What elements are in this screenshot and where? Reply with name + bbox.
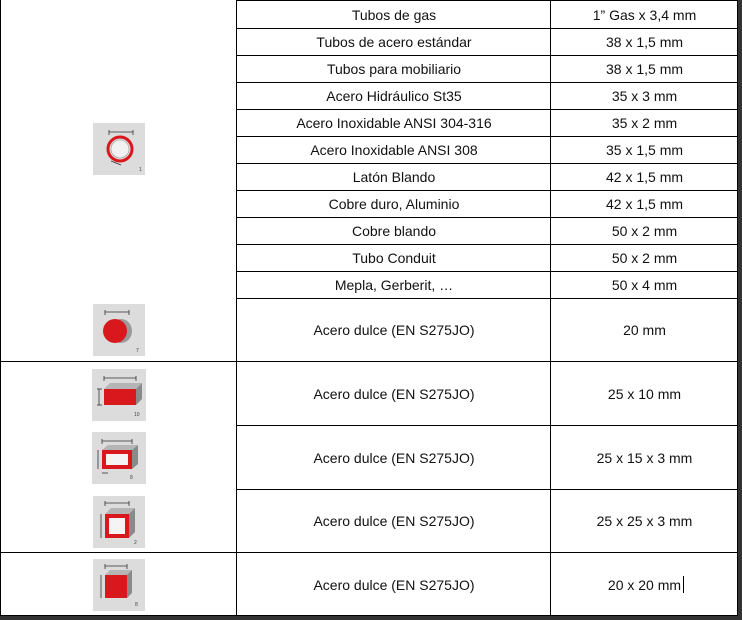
row-line [236, 298, 738, 299]
row-line [236, 244, 738, 245]
text-cursor [683, 576, 684, 593]
dimension-cell: 38 x 1,5 mm [605, 61, 684, 77]
row-line [236, 136, 738, 137]
material-cell: Acero Hidráulico St35 [326, 88, 462, 104]
material-cell: Tubo Conduit [352, 250, 436, 266]
row-line [236, 28, 738, 29]
row-line [236, 0, 738, 1]
dimension-cell: 35 x 2 mm [611, 115, 678, 131]
material-cell: Acero Inoxidable ANSI 308 [310, 142, 478, 158]
table-border-left [0, 0, 1, 616]
row-line [236, 489, 738, 490]
material-cell: Tubos para mobiliario [326, 61, 462, 77]
material-cell: Acero dulce (EN S275JO) [313, 450, 475, 466]
material-cell: Mepla, Gerberit, … [334, 277, 454, 293]
dimension-cell: 50 x 2 mm [611, 250, 678, 266]
icon-number: 8 [130, 475, 133, 481]
row-line [236, 217, 738, 218]
round-tube-icon [93, 123, 145, 175]
row-line [236, 425, 738, 426]
dimension-cell: 42 x 1,5 mm [605, 196, 684, 212]
rect-tube-icon [92, 432, 146, 484]
row-line [236, 82, 738, 83]
material-cell: Acero dulce (EN S275JO) [313, 386, 475, 402]
material-cell: Acero dulce (EN S275JO) [313, 322, 475, 338]
row-line [236, 109, 738, 110]
dimension-cell: 42 x 1,5 mm [605, 169, 684, 185]
dimension-cell: 35 x 3 mm [611, 88, 678, 104]
dimension-cell: 50 x 4 mm [611, 277, 678, 293]
dimension-cell: 1” Gas x 3,4 mm [592, 7, 697, 23]
material-cell: Latón Blando [352, 169, 436, 185]
group-line [0, 361, 738, 362]
row-line [236, 271, 738, 272]
round-bar-icon [93, 304, 145, 356]
row-line [236, 55, 738, 56]
dimension-cell: 35 x 1,5 mm [605, 142, 684, 158]
row-line [236, 163, 738, 164]
material-cell: Tubos de acero estándar [316, 34, 472, 50]
icon-number: 7 [136, 348, 139, 354]
icon-number: 2 [134, 540, 137, 546]
square-tube-icon [93, 496, 145, 548]
icon-number: 10 [134, 412, 140, 418]
row-line [236, 190, 738, 191]
flat-bar-icon [92, 369, 146, 421]
table-divider-image [236, 0, 237, 616]
icon-number: 8 [135, 602, 138, 608]
dimension-cell: 20 x 20 mm [607, 577, 682, 593]
group-line [0, 552, 738, 553]
dimension-cell: 25 x 15 x 3 mm [596, 450, 693, 466]
icon-number: 1 [139, 167, 142, 173]
dimension-cell: 20 mm [623, 322, 666, 338]
dimension-cell: 38 x 1,5 mm [605, 34, 684, 50]
dimension-cell: 50 x 2 mm [611, 223, 678, 239]
material-cell: Acero dulce (EN S275JO) [313, 513, 475, 529]
material-cell: Tubos de gas [351, 7, 437, 23]
window-shadow-bottom [0, 616, 742, 620]
material-cell: Acero Inoxidable ANSI 304-316 [296, 115, 492, 131]
material-cell: Cobre blando [351, 223, 437, 239]
square-bar-icon [93, 559, 145, 611]
dimension-cell: 25 x 10 mm [607, 386, 682, 402]
window-shadow-right [738, 0, 742, 620]
dimension-cell: 25 x 25 x 3 mm [596, 513, 693, 529]
material-cell: Acero dulce (EN S275JO) [313, 577, 475, 593]
material-cell: Cobre duro, Aluminio [328, 196, 460, 212]
